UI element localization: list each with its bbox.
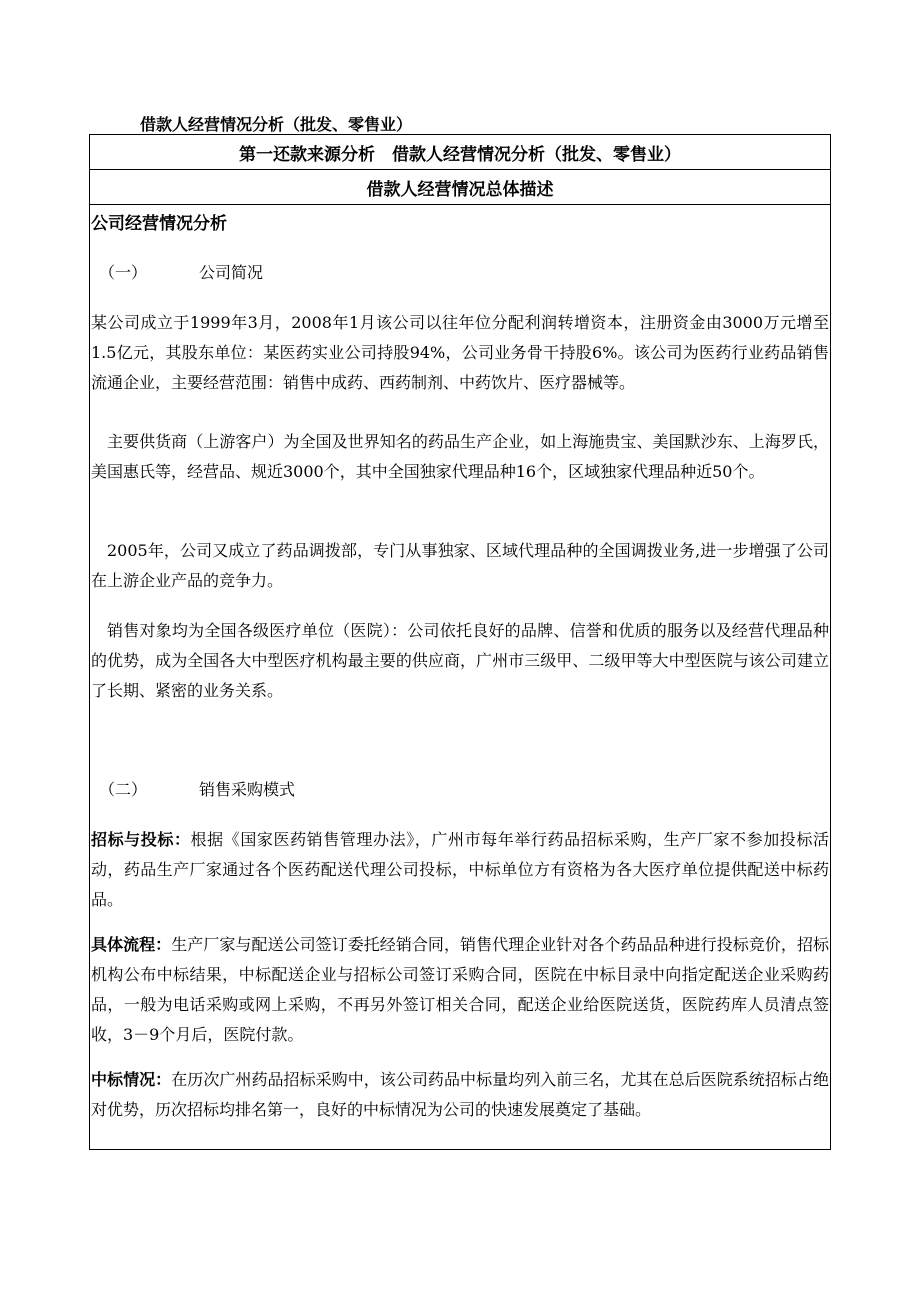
- paragraph-process: [90, 930, 830, 1050]
- paragraph-text: 生产厂家与配送公司签订委托经销合同，销售代理企业针对各个药品品种进行投标竞价，招标机构公布中标结果，中标配送企业与招标公司签订采购合同，医院在中标目录中向指定配送企业采购药品，一般为电话采购或网上采购，不再另外签订相关合同，配送企业给医院送货，医院药库人员清点签收，3－9个月后，医院付款。: [91, 935, 829, 1044]
- subsection-title: 销售采购模式: [199, 780, 296, 799]
- table-header-row-1: 第一还款来源分析 借款人经营情况分析（批发、零售业）: [90, 135, 830, 170]
- subsection-number: （一）: [99, 263, 148, 282]
- subsection-title: 公司简况: [199, 263, 264, 282]
- paragraph-bidding: [90, 825, 830, 915]
- paragraph-customers: 销售对象均为全国各级医疗单位（医院）：公司依托良好的品牌、信誉和优质的服务以及经营代理品种的优势，成为全国各大中型医疗机构最主要的供应商，广州市三级甲、二级甲等大中型医院与该公司建立了长期、紧密的业务关系。: [91, 621, 829, 700]
- page-title: 借款人经营情况分析（批发、零售业）: [140, 115, 413, 134]
- paragraph-text: 在历次广州药品招标采购中，该公司药品中标量均列入前三名，尤其在总后医院系统招标占绝对优势，历次招标均排名第一，良好的中标情况为公司的快速发展奠定了基础。: [91, 1070, 829, 1119]
- paragraph-lead: 招标与投标：: [91, 830, 191, 849]
- paragraph-company-overview: 某公司成立于1999年3月，2008年1月该公司以往年位分配利润转增资本，注册资金由3000万元增至1.5亿元，其股东单位：某医药实业公司持股94%，公司业务骨干持股6%。该公司为医药行业药品销售流通企业，主要经营范围：销售中成药、西药制剂、中药饮片、医疗器械等。: [91, 313, 829, 392]
- paragraph-bid-results: [90, 1065, 830, 1125]
- paragraph-suppliers: 主要供货商（上游客户）为全国及世界知名的药品生产企业，如上海施贵宝、美国默沙东、上海罗氏，美国惠氏等，经营品、规近3000个，其中全国独家代理品种16个，区域独家代理品种近50个。: [91, 432, 829, 481]
- table-header-row-2: 借款人经营情况总体描述: [90, 170, 830, 205]
- paragraph-lead: 具体流程：: [91, 935, 172, 954]
- subsection-number: （二）: [99, 780, 148, 799]
- analysis-table: [89, 134, 831, 1150]
- paragraph-text: 根据《国家医药销售管理办法》，广州市每年举行药品招标采购，生产厂家不参加投标活动，药品生产厂家通过各个医药配送代理公司投标，中标单位方有资格为各大医疗单位提供配送中标药品。: [91, 830, 829, 909]
- section-heading: 公司经营情况分析: [91, 214, 227, 234]
- paragraph-lead: 中标情况：: [91, 1070, 172, 1089]
- subsection-heading-2: [90, 775, 830, 805]
- paragraph-distribution-dept: 2005年，公司又成立了药品调拨部，专门从事独家、区域代理品种的全国调拨业务,进一步增强了公司在上游企业产品的竞争力。: [91, 541, 829, 590]
- subsection-heading-1: [90, 258, 830, 288]
